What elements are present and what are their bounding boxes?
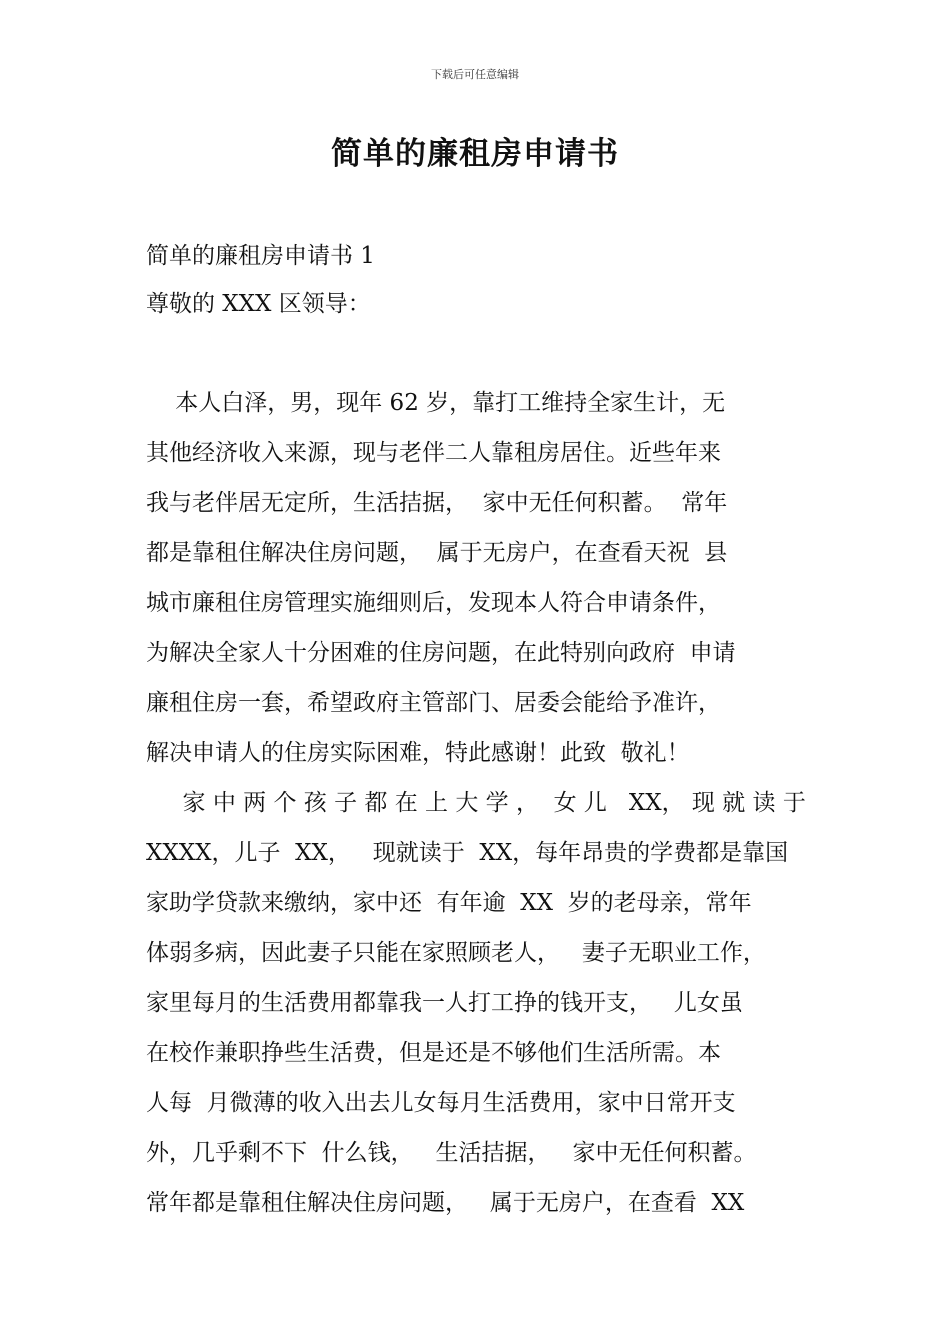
body-line: 为解决全家人十分困难的住房问题，在此特别向政府 申请: [146, 640, 736, 666]
body-line: 都是靠租住解决住房问题， 属于无房户，在查看天祝 县: [146, 540, 728, 566]
body-line: 常年都是靠租住解决住房问题， 属于无房户，在查看 XX: [146, 1190, 745, 1216]
body-line: 城市廉租住房管理实施细则后，发现本人符合申请条件，: [146, 590, 721, 616]
body-line: 廉租住房一套，希望政府主管部门、居委会能给予准许，: [146, 690, 721, 716]
body-line: 我与老伴居无定所，生活拮据， 家中无任何积蓄。 常年: [146, 490, 728, 516]
body-line: 本人白泽，男，现年 62 岁，靠打工维持全家生计，无: [146, 390, 726, 416]
body-line: 体弱多病，因此妻子只能在家照顾老人， 妻子无职业工作，: [146, 940, 766, 966]
salutation: 尊敬的 XXX 区领导：: [146, 291, 371, 317]
page-title: 简单的廉租房申请书: [331, 136, 619, 172]
body-line: 人每 月微薄的收入出去儿女每月生活费用，家中日常开支: [146, 1090, 736, 1116]
body-line: 家助学贷款来缴纳，家中还 有年逾 XX 岁的老母亲，常年: [146, 890, 752, 916]
body-line: 其他经济收入来源，现与老伴二人靠租房居住。近些年来: [146, 440, 721, 466]
body-line: 在校作兼职挣些生活费，但是还是不够他们生活所需。本: [146, 1040, 721, 1066]
header-note: 下载后可任意编辑: [431, 68, 519, 81]
body-line: XXXX，儿子 XX， 现就读于 XX，每年昂贵的学费都是靠国: [146, 840, 789, 866]
body-line: 家 中 两 个 孩 子 都 在 上 大 学 ， 女 儿 XX， 现 就 读 于: [146, 790, 806, 816]
body-line: 家里每月的生活费用都靠我一人打工挣的钱开支， 儿女虽: [146, 990, 743, 1016]
section-subtitle: 简单的廉租房申请书 1: [146, 243, 375, 269]
body-line: 外，几乎剩不下 什么钱， 生活拮据， 家中无任何积蓄。: [146, 1140, 757, 1166]
body-line: 解决申请人的住房实际困难，特此感谢！此致 敬礼！: [146, 740, 690, 766]
